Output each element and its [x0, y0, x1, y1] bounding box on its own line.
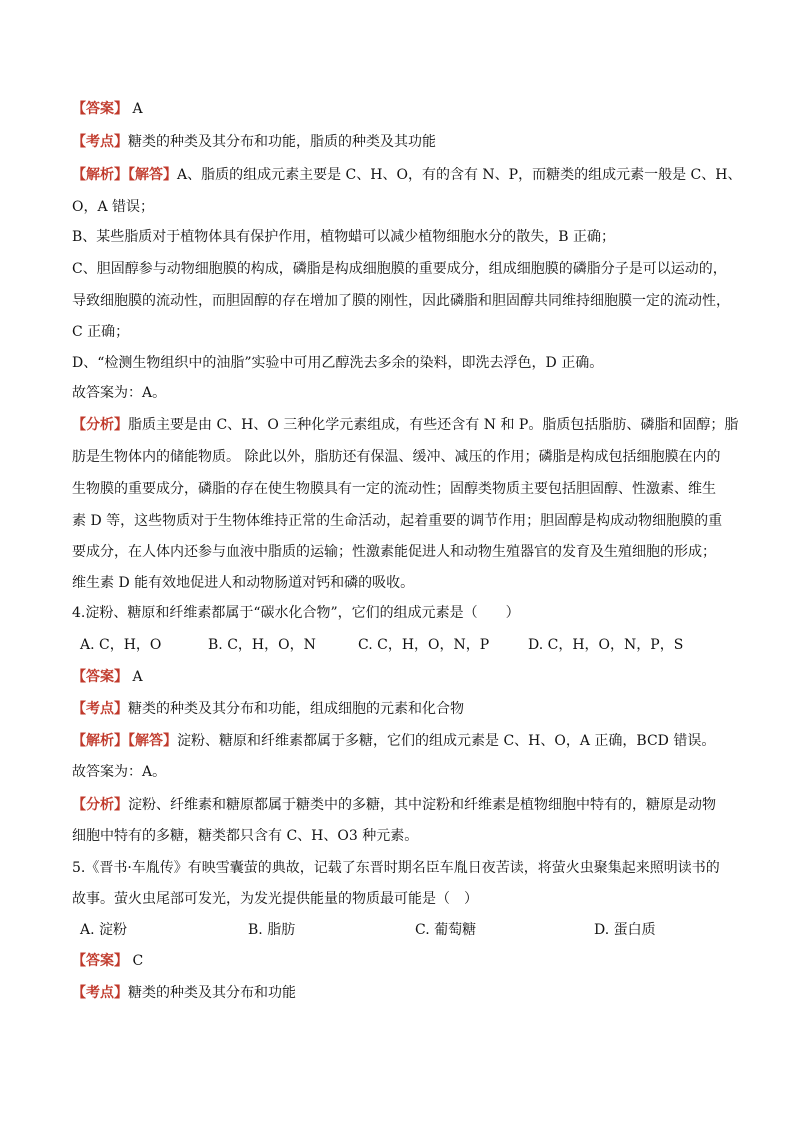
q4-jieda-line [72, 732, 715, 750]
kaodian-tag: 【考点】 [72, 701, 128, 717]
jieda-tag: 【解答】 [128, 733, 177, 749]
q4-fenxi-line-2: 细胞中特有的多糖，糖类都只含有 C、H、O3 种元素。 [72, 828, 419, 844]
q3-fenxi-line-2: 肪是生物体内的储能物质。 除此以外，脂肪还有保温、缓冲、减压的作用；磷脂是构成包括细胞膜在内的 [72, 449, 721, 465]
q3-final-answer: 故答案为：A。 [72, 385, 167, 401]
q5-options [80, 921, 730, 939]
jieda-tag: 【解答】 [128, 167, 177, 183]
q3-fenxi-line-3: 生物膜的重要成分，磷脂的存在使生物膜具有一定的流动性；固醇类物质主要包括胆固醇、性激素、维生 [72, 481, 716, 497]
q4-answer: A [132, 669, 143, 685]
fenxi-tag: 【分析】 [72, 417, 128, 433]
q4-fenxi-text-1: 淀粉、纤维素和糖原都属于糖类中的多糖，其中淀粉和纤维素是植物细胞中特有的，糖原是动物 [128, 797, 716, 813]
kaodian-tag: 【考点】 [72, 134, 128, 150]
q4-option-d: D. C，H，O，N，P，S [528, 637, 684, 653]
q3-option-c-explain-3: C 正确； [72, 324, 130, 340]
q3-answer-line [72, 100, 143, 118]
jiexi-tag: 【解析】 [72, 167, 128, 183]
q3-jieda-line-2: O，A 错误； [72, 199, 155, 215]
q5-answer-line [72, 952, 143, 970]
q4-jieda-text: 淀粉、糖原和纤维素都属于多糖，它们的组成元素是 C、H、O，A 正确，BCD 错误。 [177, 733, 716, 749]
q3-kaodian: 糖类的种类及其分布和功能，脂质的种类及其功能 [128, 134, 436, 150]
q3-option-b-explain: B、某些脂质对于植物体具有保护作用，植物蜡可以减少植物细胞水分的散失，B 正确； [72, 229, 616, 245]
q3-fenxi-line-5: 要成分，在人体内还参与血液中脂质的运输；性激素能促进人和动物生殖器官的发育及生殖细胞的形成； [72, 544, 716, 560]
q3-option-d-explain: D、“检测生物组织中的油脂”实验中可用乙醇洗去多余的染料，即洗去浮色，D 正确。 [72, 355, 604, 371]
q5-option-d: D. 蛋白质 [594, 922, 656, 938]
q4-option-b: B. C，H，O，N [208, 637, 316, 653]
fenxi-tag: 【分析】 [72, 797, 128, 813]
q3-kaodian-line [72, 133, 436, 151]
q3-answer: A [132, 101, 143, 117]
q5-option-b: B. 脂肪 [248, 922, 296, 938]
q4-kaodian: 糖类的种类及其分布和功能，组成细胞的元素和化合物 [128, 701, 464, 717]
q5-stem-line-2: 故事。萤火虫尾部可发光，为发光提供能量的物质最可能是（ ） [72, 891, 478, 907]
q3-fenxi-line-6: 维生素 D 能有效地促进人和动物肠道对钙和磷的吸收。 [72, 575, 415, 591]
q5-kaodian: 糖类的种类及其分布和功能 [128, 985, 296, 1001]
q3-fenxi-line-1 [72, 416, 738, 434]
q5-answer: C [132, 953, 144, 969]
q3-fenxi-line-4: 素 D 等，这些物质对于生物体维持正常的生命活动，起着重要的调节作用；胆固醇是构成动物细胞膜的重 [72, 513, 723, 529]
q4-stem: 4.淀粉、糖原和纤维素都属于“碳水化合物”，它们的组成元素是（ ） [72, 605, 520, 621]
q5-option-a: A. 淀粉 [80, 922, 128, 938]
q3-jieda-line-1 [72, 166, 741, 184]
jiexi-tag: 【解析】 [72, 733, 128, 749]
q3-fenxi-text-1: 脂质主要是由 C、H、O 三种化学元素组成，有些还含有 N 和 P。脂质包括脂肪、磷脂和固醇；脂 [128, 417, 739, 433]
q5-stem-line-1: 5.《晋书·车胤传》有映雪囊萤的典故，记载了东晋时期名臣车胤日夜苦读，将萤火虫聚集起来照明读书的 [72, 860, 720, 876]
q5-kaodian-line [72, 984, 296, 1002]
q4-options [80, 636, 730, 654]
q4-option-c: C. C，H，O，N，P [358, 637, 490, 653]
q3-option-c-explain-2: 导致细胞膜的流动性，而胆固醇的存在增加了膜的刚性，因此磷脂和胆固醇共同维持细胞膜一定的流动性， [72, 293, 730, 309]
q4-fenxi-line-1 [72, 796, 716, 814]
q3-jieda-text-1: A、脂质的组成元素主要是 C、H、O，有的含有 N、P，而糖类的组成元素一般是 C、H、 [177, 167, 742, 183]
answer-tag: 【答案】 [72, 101, 128, 117]
q4-final-answer: 故答案为：A。 [72, 764, 167, 780]
kaodian-tag: 【考点】 [72, 985, 128, 1001]
q4-answer-line [72, 668, 143, 686]
q4-option-a: A. C，H，O [80, 637, 162, 653]
q5-option-c: C. 葡萄糖 [415, 922, 477, 938]
q4-kaodian-line [72, 700, 464, 718]
answer-tag: 【答案】 [72, 953, 128, 969]
answer-tag: 【答案】 [72, 669, 128, 685]
q3-option-c-explain-1: C、胆固醇参与动物细胞膜的构成，磷脂是构成细胞膜的重要成分，组成细胞膜的磷脂分子是可以运动的， [72, 261, 727, 277]
